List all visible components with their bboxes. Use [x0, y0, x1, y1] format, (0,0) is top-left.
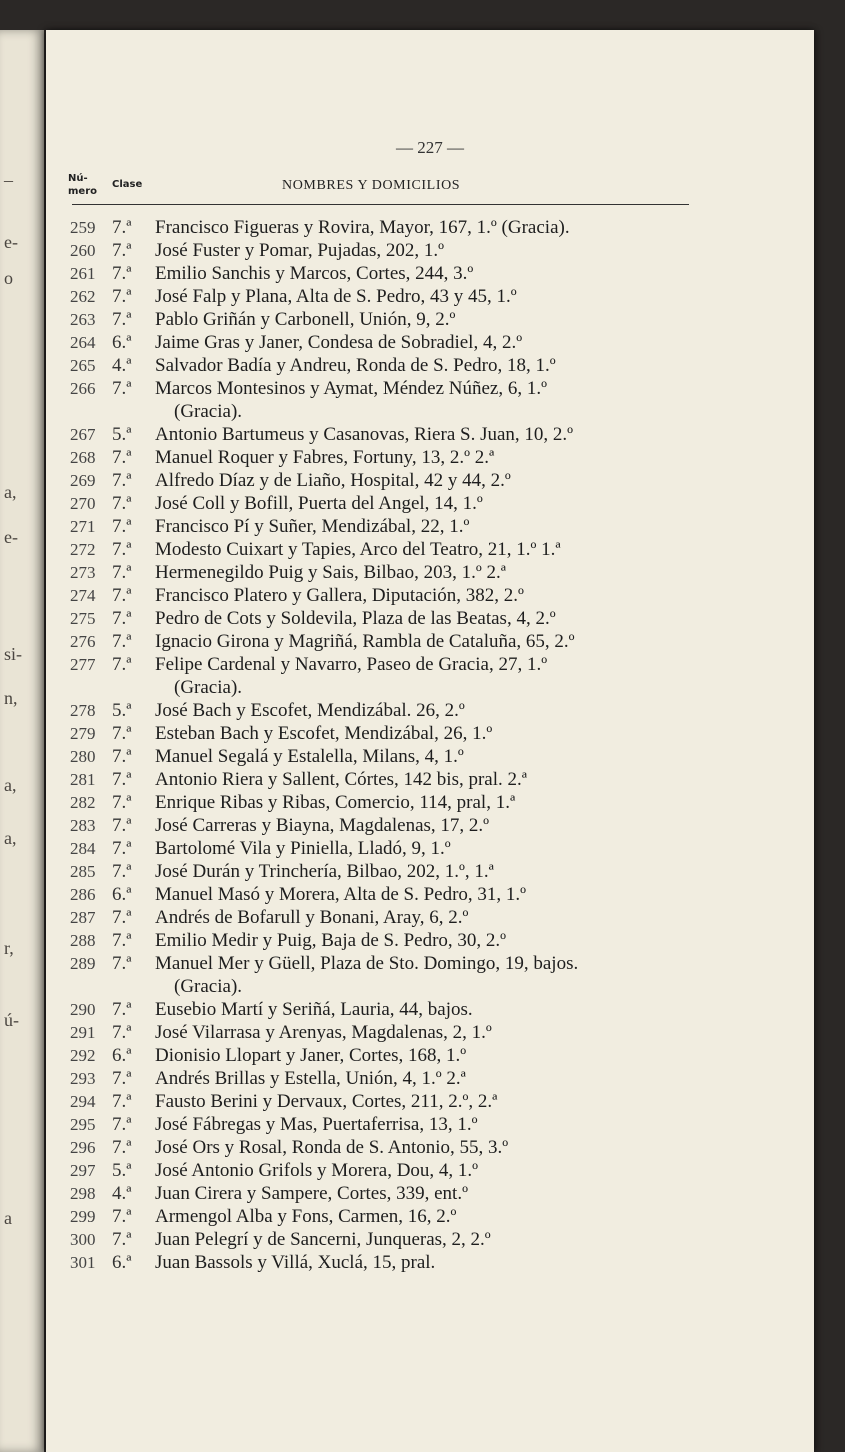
entry-clase: 7.ª — [112, 585, 132, 606]
list-item — [46, 883, 814, 906]
entry-clase: 7.ª — [112, 1114, 132, 1135]
list-item — [46, 446, 814, 469]
entry-text: Manuel Segalá y Estalella, Milans, 4, 1.º — [155, 746, 464, 767]
entry-text: Emilio Sanchis y Marcos, Cortes, 244, 3.º — [155, 263, 474, 284]
entry-clase: 7.ª — [112, 930, 132, 951]
entry-text: Manuel Roquer y Fabres, Fortuny, 13, 2.º 2.ª — [155, 447, 495, 468]
entry-text: Armengol Alba y Fons, Carmen, 16, 2.º — [155, 1206, 457, 1227]
entry-number: 283 — [70, 816, 96, 835]
entry-clase: 7.ª — [112, 263, 132, 284]
header-rule — [72, 204, 689, 205]
entry-continuation: (Gracia). — [174, 976, 243, 997]
entry-number: 260 — [70, 241, 96, 260]
entry-text: Andrés Brillas y Estella, Unión, 4, 1.º 2.ª — [155, 1068, 466, 1089]
list-item — [46, 653, 814, 699]
entry-number: 277 — [70, 655, 96, 674]
entry-text: José Antonio Grifols y Morera, Dou, 4, 1.º — [155, 1160, 479, 1181]
entry-text: José Fábregas y Mas, Puertaferrisa, 13, 1.º — [155, 1114, 478, 1135]
list-item — [46, 469, 814, 492]
entry-text: José Carreras y Biayna, Magdalenas, 17, 2.º — [155, 815, 490, 836]
entry-clase: 7.ª — [112, 769, 132, 790]
entry-clase: 7.ª — [112, 746, 132, 767]
entry-number: 289 — [70, 954, 96, 973]
list-item — [46, 492, 814, 515]
previous-page-fragment: si- — [4, 644, 22, 664]
entry-text: Felipe Cardenal y Navarro, Paseo de Gracia, 27, 1.º — [155, 654, 548, 675]
entry-clase: 7.ª — [112, 240, 132, 261]
column-header-clase: Clase — [112, 179, 143, 190]
previous-page-fragment: e- — [4, 232, 18, 252]
entry-number: 292 — [70, 1046, 96, 1065]
previous-page-fragment: a, — [4, 775, 17, 795]
entry-number: 264 — [70, 333, 96, 352]
list-item — [46, 952, 814, 998]
entry-text: Francisco Platero y Gallera, Diputación, 382, 2.º — [155, 585, 524, 606]
entry-text: Enrique Ribas y Ribas, Comercio, 114, pral, 1.ª — [155, 792, 516, 813]
list-item — [46, 998, 814, 1021]
previous-page-fragment: a, — [4, 828, 17, 848]
entry-text: Francisco Figueras y Rovira, Mayor, 167, 1.º (Gracia). — [155, 217, 570, 238]
entry-text: José Bach y Escofet, Mendizábal. 26, 2.º — [155, 700, 465, 721]
entry-number: 270 — [70, 494, 96, 513]
list-item — [46, 722, 814, 745]
list-item — [46, 768, 814, 791]
entry-clase: 6.ª — [112, 332, 132, 353]
entry-continuation: (Gracia). — [174, 401, 243, 422]
entry-number: 298 — [70, 1184, 96, 1203]
entry-number: 263 — [70, 310, 96, 329]
list-item — [46, 423, 814, 446]
entry-clase: 7.ª — [112, 654, 132, 675]
entry-number: 265 — [70, 356, 96, 375]
entry-clase: 6.ª — [112, 1252, 132, 1273]
entry-text: José Fuster y Pomar, Pujadas, 202, 1.º — [155, 240, 445, 261]
entry-clase: 7.ª — [112, 1137, 132, 1158]
entry-number: 280 — [70, 747, 96, 766]
entry-text: Dionisio Llopart y Janer, Cortes, 168, 1.º — [155, 1045, 467, 1066]
entry-clase: 7.ª — [112, 1206, 132, 1227]
list-item — [46, 630, 814, 653]
list-item — [46, 239, 814, 262]
entry-text: José Coll y Bofill, Puerta del Angel, 14, 1.º — [155, 493, 483, 514]
entry-number: 282 — [70, 793, 96, 812]
list-item — [46, 791, 814, 814]
entry-text: Hermenegildo Puig y Sais, Bilbao, 203, 1.º 2.ª — [155, 562, 506, 583]
entry-clase: 7.ª — [112, 539, 132, 560]
entry-number: 275 — [70, 609, 96, 628]
list-item — [46, 538, 814, 561]
entry-clase: 7.ª — [112, 378, 132, 399]
entry-number: 300 — [70, 1230, 96, 1249]
list-item — [46, 331, 814, 354]
entry-number: 288 — [70, 931, 96, 950]
entry-number: 293 — [70, 1069, 96, 1088]
entry-clase: 7.ª — [112, 516, 132, 537]
entry-number: 266 — [70, 379, 96, 398]
entry-number: 262 — [70, 287, 96, 306]
entry-number: 273 — [70, 563, 96, 582]
entry-clase: 4.ª — [112, 1183, 132, 1204]
list-item — [46, 837, 814, 860]
entry-text: José Vilarrasa y Arenyas, Magdalenas, 2, 1.º — [155, 1022, 492, 1043]
entry-clase: 7.ª — [112, 309, 132, 330]
entry-number: 291 — [70, 1023, 96, 1042]
list-item — [46, 607, 814, 630]
entry-number: 271 — [70, 517, 96, 536]
entry-number: 269 — [70, 471, 96, 490]
entry-text: José Falp y Plana, Alta de S. Pedro, 43 y 45, 1.º — [155, 286, 517, 307]
entry-text: José Ors y Rosal, Ronda de S. Antonio, 55, 3.º — [155, 1137, 509, 1158]
page-number: — 227 — — [396, 138, 464, 157]
entry-text: Andrés de Bofarull y Bonani, Aray, 6, 2.º — [155, 907, 469, 928]
entry-clase: 7.ª — [112, 723, 132, 744]
entry-continuation: (Gracia). — [174, 677, 243, 698]
list-item — [46, 1159, 814, 1182]
entry-text: Juan Pelegrí y de Sancerni, Junqueras, 2, 2.º — [155, 1229, 491, 1250]
entry-text: Ignacio Girona y Magriñá, Rambla de Cataluña, 65, 2.º — [155, 631, 575, 652]
entry-number: 284 — [70, 839, 96, 858]
previous-page-fragment: e- — [4, 527, 18, 547]
list-item — [46, 561, 814, 584]
list-item — [46, 1044, 814, 1067]
list-item — [46, 1136, 814, 1159]
list-item — [46, 1251, 814, 1274]
list-item — [46, 354, 814, 377]
entry-text: Pablo Griñán y Carbonell, Unión, 9, 2.º — [155, 309, 456, 330]
entry-text: Esteban Bach y Escofet, Mendizábal, 26, 1.º — [155, 723, 493, 744]
entry-clase: 7.ª — [112, 861, 132, 882]
entry-text: Jaime Gras y Janer, Condesa de Sobradiel, 4, 2.º — [155, 332, 523, 353]
entry-text: Francisco Pí y Suñer, Mendizábal, 22, 1.º — [155, 516, 470, 537]
previous-page-fragment: o — [4, 268, 13, 288]
entry-number: 301 — [70, 1253, 96, 1272]
entry-clase: 7.ª — [112, 1229, 132, 1250]
entry-list — [46, 216, 814, 1274]
book-page — [46, 30, 814, 1452]
entry-clase: 7.ª — [112, 608, 132, 629]
entry-text: Bartolomé Vila y Piniella, Lladó, 9, 1.º — [155, 838, 451, 859]
entry-clase: 7.ª — [112, 1091, 132, 1112]
entry-clase: 7.ª — [112, 907, 132, 928]
entry-clase: 7.ª — [112, 286, 132, 307]
entry-text: Manuel Masó y Morera, Alta de S. Pedro, 31, 1.º — [155, 884, 527, 905]
entry-text: Eusebio Martí y Seriñá, Lauria, 44, bajos. — [155, 999, 473, 1020]
entry-clase: 7.ª — [112, 999, 132, 1020]
previous-page-fragment: a — [4, 1208, 12, 1228]
entry-text: Marcos Montesinos y Aymat, Méndez Núñez, 6, 1.º — [155, 378, 547, 399]
entry-number: 274 — [70, 586, 96, 605]
column-header-numero: Nú- mero — [68, 173, 98, 197]
entry-clase: 5.ª — [112, 1160, 132, 1181]
list-item — [46, 1021, 814, 1044]
list-item — [46, 1067, 814, 1090]
entry-text: Emilio Medir y Puig, Baja de S. Pedro, 30, 2.º — [155, 930, 507, 951]
list-item — [46, 929, 814, 952]
list-item — [46, 308, 814, 331]
entry-number: 295 — [70, 1115, 96, 1134]
entry-number: 259 — [70, 218, 96, 237]
entry-text: Antonio Riera y Sallent, Córtes, 142 bis, pral. 2.ª — [155, 769, 528, 790]
entry-text: Fausto Berini y Dervaux, Cortes, 211, 2.º, 2.ª — [155, 1091, 498, 1112]
entry-number: 287 — [70, 908, 96, 927]
list-item — [46, 285, 814, 308]
entry-clase: 5.ª — [112, 700, 132, 721]
list-item — [46, 1113, 814, 1136]
entry-clase: 7.ª — [112, 562, 132, 583]
entry-number: 278 — [70, 701, 96, 720]
entry-number: 286 — [70, 885, 96, 904]
entry-number: 294 — [70, 1092, 96, 1111]
previous-page-fragment: – — [4, 170, 13, 190]
entry-clase: 6.ª — [112, 1045, 132, 1066]
previous-page-fragment: r, — [4, 938, 14, 958]
list-item — [46, 216, 814, 239]
entry-number: 276 — [70, 632, 96, 651]
entry-number: 285 — [70, 862, 96, 881]
entry-text: Manuel Mer y Güell, Plaza de Sto. Domingo, 19, bajos. — [155, 953, 579, 974]
list-item — [46, 377, 814, 423]
entry-text: Modesto Cuixart y Tapies, Arco del Teatro, 21, 1.º 1.ª — [155, 539, 561, 560]
entry-clase: 7.ª — [112, 1068, 132, 1089]
previous-page-fragment: ú- — [4, 1010, 19, 1030]
entry-clase: 7.ª — [112, 792, 132, 813]
previous-page-fragment: n, — [4, 688, 18, 708]
list-item — [46, 584, 814, 607]
list-item — [46, 1228, 814, 1251]
entry-clase: 7.ª — [112, 493, 132, 514]
entry-number: 272 — [70, 540, 96, 559]
entry-number: 281 — [70, 770, 96, 789]
entry-clase: 7.ª — [112, 470, 132, 491]
entry-clase: 4.ª — [112, 355, 132, 376]
entry-clase: 7.ª — [112, 1022, 132, 1043]
entry-number: 296 — [70, 1138, 96, 1157]
entry-number: 297 — [70, 1161, 96, 1180]
entry-number: 299 — [70, 1207, 96, 1226]
list-item — [46, 906, 814, 929]
entry-clase: 7.ª — [112, 217, 132, 238]
entry-text: Antonio Bartumeus y Casanovas, Riera S. Juan, 10, 2.º — [155, 424, 574, 445]
entry-text: José Durán y Trinchería, Bilbao, 202, 1.º, 1.ª — [155, 861, 494, 882]
entry-number: 279 — [70, 724, 96, 743]
entry-clase: 7.ª — [112, 815, 132, 836]
entry-number: 267 — [70, 425, 96, 444]
list-item — [46, 515, 814, 538]
list-item — [46, 699, 814, 722]
entry-text: Juan Bassols y Villá, Xuclá, 15, pral. — [155, 1252, 436, 1273]
entry-clase: 7.ª — [112, 953, 132, 974]
list-item — [46, 860, 814, 883]
entry-text: Pedro de Cots y Soldevila, Plaza de las Beatas, 4, 2.º — [155, 608, 556, 629]
entry-clase: 6.ª — [112, 884, 132, 905]
previous-page-fragment: a, — [4, 482, 17, 502]
entry-clase: 5.ª — [112, 424, 132, 445]
column-header-nombres: NOMBRES Y DOMICILIOS — [282, 178, 461, 193]
entry-number: 268 — [70, 448, 96, 467]
entry-clase: 7.ª — [112, 838, 132, 859]
list-item — [46, 745, 814, 768]
entry-number: 261 — [70, 264, 96, 283]
entry-clase: 7.ª — [112, 447, 132, 468]
entry-text: Juan Cirera y Sampere, Cortes, 339, ent.º — [155, 1183, 468, 1204]
list-item — [46, 1182, 814, 1205]
list-item — [46, 1205, 814, 1228]
entry-number: 290 — [70, 1000, 96, 1019]
list-item — [46, 262, 814, 285]
entry-text: Alfredo Díaz y de Liaño, Hospital, 42 y 44, 2.º — [155, 470, 511, 491]
entry-clase: 7.ª — [112, 631, 132, 652]
list-item — [46, 814, 814, 837]
list-item — [46, 1090, 814, 1113]
entry-text: Salvador Badía y Andreu, Ronda de S. Pedro, 18, 1.º — [155, 355, 556, 376]
